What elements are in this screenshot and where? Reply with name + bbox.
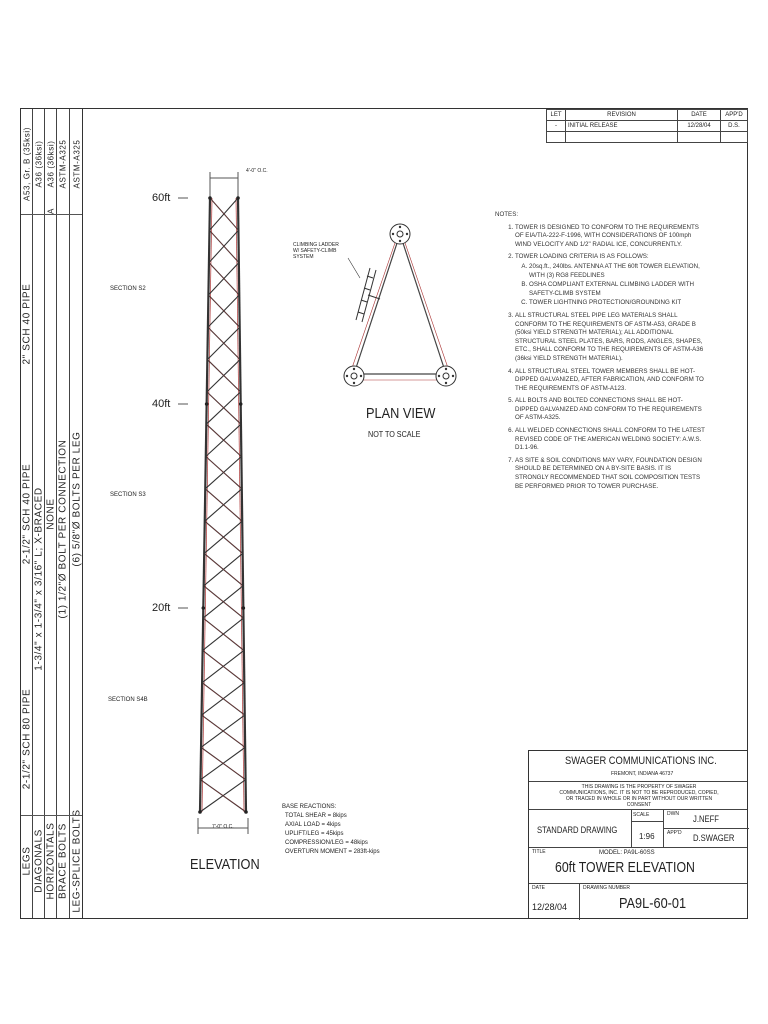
revision-row [547,121,748,132]
base-reactions-title: BASE REACTIONS: [282,804,337,810]
schedule-legs-top: 2" SCH 40 PIPE [21,283,32,365]
section-label-s2: SECTION S2 [110,286,146,292]
schedule-splice-bolts-value: (6) 5/8"Ø BOLTS PER LEG [71,431,82,567]
note-2c: C. TOWER LIGHTNING PROTECTION/GROUNDING KIT [529,299,705,308]
title-block [528,750,748,919]
elevation-title: ELEVATION [190,856,260,873]
schedule-material-diagonals: A36 (36ksi) [34,140,43,188]
plan-leg-right [436,366,456,386]
drawn-label: DWN [667,811,679,817]
base-width-dimension: 7'-0" O.C. [212,824,234,830]
schedule-material-legs: A53, Gr. B (35ksi) [22,127,31,201]
notes-title: NOTES: [495,211,519,218]
schedule-header-diagonals: DIAGONALS [33,829,44,893]
plan-leg-top [390,224,410,244]
drawing-title: 60ft TOWER ELEVATION [555,859,695,876]
note-2b: B. OSHA COMPLIANT EXTERNAL CLIMBING LADDER WITH SAFETY-CLIMB SYSTEM [529,281,705,298]
base-reaction-uplift: UPLIFT/LEG = 45kips [285,831,344,837]
company-name: SWAGER COMMUNICATIONS INC. [565,755,717,767]
scale-value: 1:96 [639,832,655,841]
note-2a: A. 20sq.ft., 240lbs. ANTENNA AT THE 60ft TOWER ELEVATION, WITH (3) RG8 FEEDLINES [529,263,705,280]
drawing-date: 12/28/04 [532,902,568,912]
note-6: 6. ALL WELDED CONNECTIONS SHALL CONFORM TO THE LATEST REVISED CODE OF THE AMERICAN WELDING SOCIETY: A.W.S. D1.1-96. [515,427,705,453]
level-40ft: 40ft [152,398,171,410]
revision-approved: D.S. [721,121,748,132]
tower-truss [198,196,248,814]
general-notes [495,211,705,495]
revision-row-empty [547,132,748,143]
base-reaction-axial: AXIAL LOAD = 4kips [285,822,341,828]
date-label: DATE [532,885,545,891]
plan-view-subtitle: NOT TO SCALE [368,430,421,439]
model-number: MODEL: PA9L-60SS [599,850,655,856]
schedule-material-brace-bolts: ASTM-A325 [58,139,68,189]
tower-leg-left-inner [202,198,212,812]
base-reaction-shear: TOTAL SHEAR = 8kips [285,813,347,819]
plan-view-drawing [330,210,470,400]
property-note: THIS DRAWING IS THE PROPERTY OF SWAGER COMMUNICATIONS, INC. IT IS NOT TO BE REPRODUCED, COPIED, OR TRACED IN WHOLE OR IN PART WITHOUT OUR WRITTEN CONSENT [559,784,719,808]
revision-header-appd: APP'D [721,110,748,121]
level-20ft: 20ft [152,602,171,614]
tower-splice-joint [242,606,246,610]
schedule-header-splice-bolts: LEG-SPLICE BOLTS [71,809,82,913]
approved-by: D.SWAGER [693,833,735,843]
tower-splice-joint [244,810,248,814]
schedule-legs-bottom: 2-1/2" SCH 80 PIPE [21,688,32,790]
revision-let: - [547,121,566,132]
drawn-by: J.NEFF [693,814,719,824]
revision-date: 12/28/04 [678,121,721,132]
revision-table-header [547,110,748,121]
note-7: 7. AS SITE & SOIL CONDITIONS MAY VARY, FOUNDATION DESIGN SHOULD BE DETERMINED ON A BY-SITE BASIS. IT IS STRONGLY RECOMMENDED THAT SOIL COMPOSITION TESTS BE PERFORMED PRIOR TO TOWER PURCHASE. [515,457,705,491]
drawing-number: PA9L-60-01 [619,895,687,912]
plan-view-title: PLAN VIEW [366,405,436,422]
tower-splice-joint [236,196,240,200]
scale-label: SCALE [633,812,650,818]
schedule-header-legs: LEGS [21,846,32,876]
section-label-s3: SECTION S3 [110,492,146,498]
top-width-dimension: 4'-0" O.C. [246,168,268,174]
base-reactions [282,803,380,857]
tower-splice-joint [208,196,212,200]
note-2-text: TOWER LOADING CRITERIA IS AS FOLLOWS: [515,253,649,261]
base-reaction-moment: OVERTURN MOMENT = 283ft-kips [285,849,380,855]
drawing-number-label: DRAWING NUMBER [583,885,631,891]
note-5: 5. ALL BOLTS AND BOLTED CONNECTIONS SHALL BE HOT-DIPPED GALVANIZED AND CONFORM TO THE REQUIREMENTS OF ASTM-A325. [515,397,705,423]
drawing-type: STANDARD DRAWING [537,825,618,835]
schedule-material-horizontals: A36 (36ksi) [46,140,55,188]
tower-leg-right [238,198,246,812]
base-reaction-compression: COMPRESSION/LEG = 48kips [285,840,368,846]
schedule-material-splice-bolts: ASTM-A325 [72,139,81,189]
plan-climbing-ladder [348,258,380,322]
schedule-brace-bolts-value: (1) 1/2"Ø BOLT PER CONNECTION [57,439,69,619]
level-60ft: 60ft [152,192,171,204]
note-2 [515,253,705,308]
schedule-header-brace-bolts: BRACE BOLTS [57,823,69,899]
note-3: 3. ALL STRUCTURAL STEEL PIPE LEG MATERIALS SHALL CONFORM TO THE REQUIREMENTS OF ASTM-A53, GRADE B (50ksi YIELD STRENGTH MATERIAL); ALL ADDITIONAL STRUCTURAL STEEL PLATES, BARS, RODS, ANGLES, SHAPES, ETC., SHALL CONFORM TO THE REQUIREMENTS OF ASTM-A36 (36ksi YIELD STRENGTH MATERIAL). [515,312,705,364]
schedule-legs-middle: 2-1/2" SCH 40 PIPE [21,463,32,565]
approved-label: APP'D [667,830,682,836]
tower-splice-joint [205,402,209,406]
note-4: 4. ALL STRUCTURAL STEEL TOWER MEMBERS SHALL BE HOT-DIPPED GALVANIZED, AFTER FABRICATION, AND CONFORM TO THE REQUIREMENTS OF ASTM-A123. [515,368,705,394]
revision-header-revision: REVISION [566,110,678,121]
schedule-diagonals-value: 1-3/4" x 1-3/4" x 3/16" L; X-BRACED [33,487,44,671]
section-label-s4b: SECTION S4B [108,697,148,703]
schedule-horizontals-value: NONE [45,498,56,530]
revision-header-let: LET [547,110,566,121]
schedule-header-horizontals: HORIZONTALS [45,822,56,900]
tower-splice-joint [198,810,202,814]
company-location: FREMONT, INDIANA 46737 [611,771,674,777]
revision-header-date: DATE [678,110,721,121]
title-label: TITLE [532,849,546,855]
note-1: 1. TOWER IS DESIGNED TO CONFORM TO THE REQUIREMENTS OF EIA/TIA-222-F-1996, WITH CONSIDERATIONS OF 100mph WIND VELOCITY AND 1/2" RADIAL ICE, CONCURRENTLY. [515,224,705,250]
tower-splice-joint [239,402,243,406]
revision-table [546,109,748,143]
revision-text: INITIAL RELEASE [566,121,678,132]
plan-leg-left [344,366,364,386]
schedule-note-mark: A [46,208,55,214]
tower-splice-joint [202,606,206,610]
plan-ladder-label: CLIMBING LADDER W/ SAFETY-CLIMB SYSTEM [293,242,339,260]
